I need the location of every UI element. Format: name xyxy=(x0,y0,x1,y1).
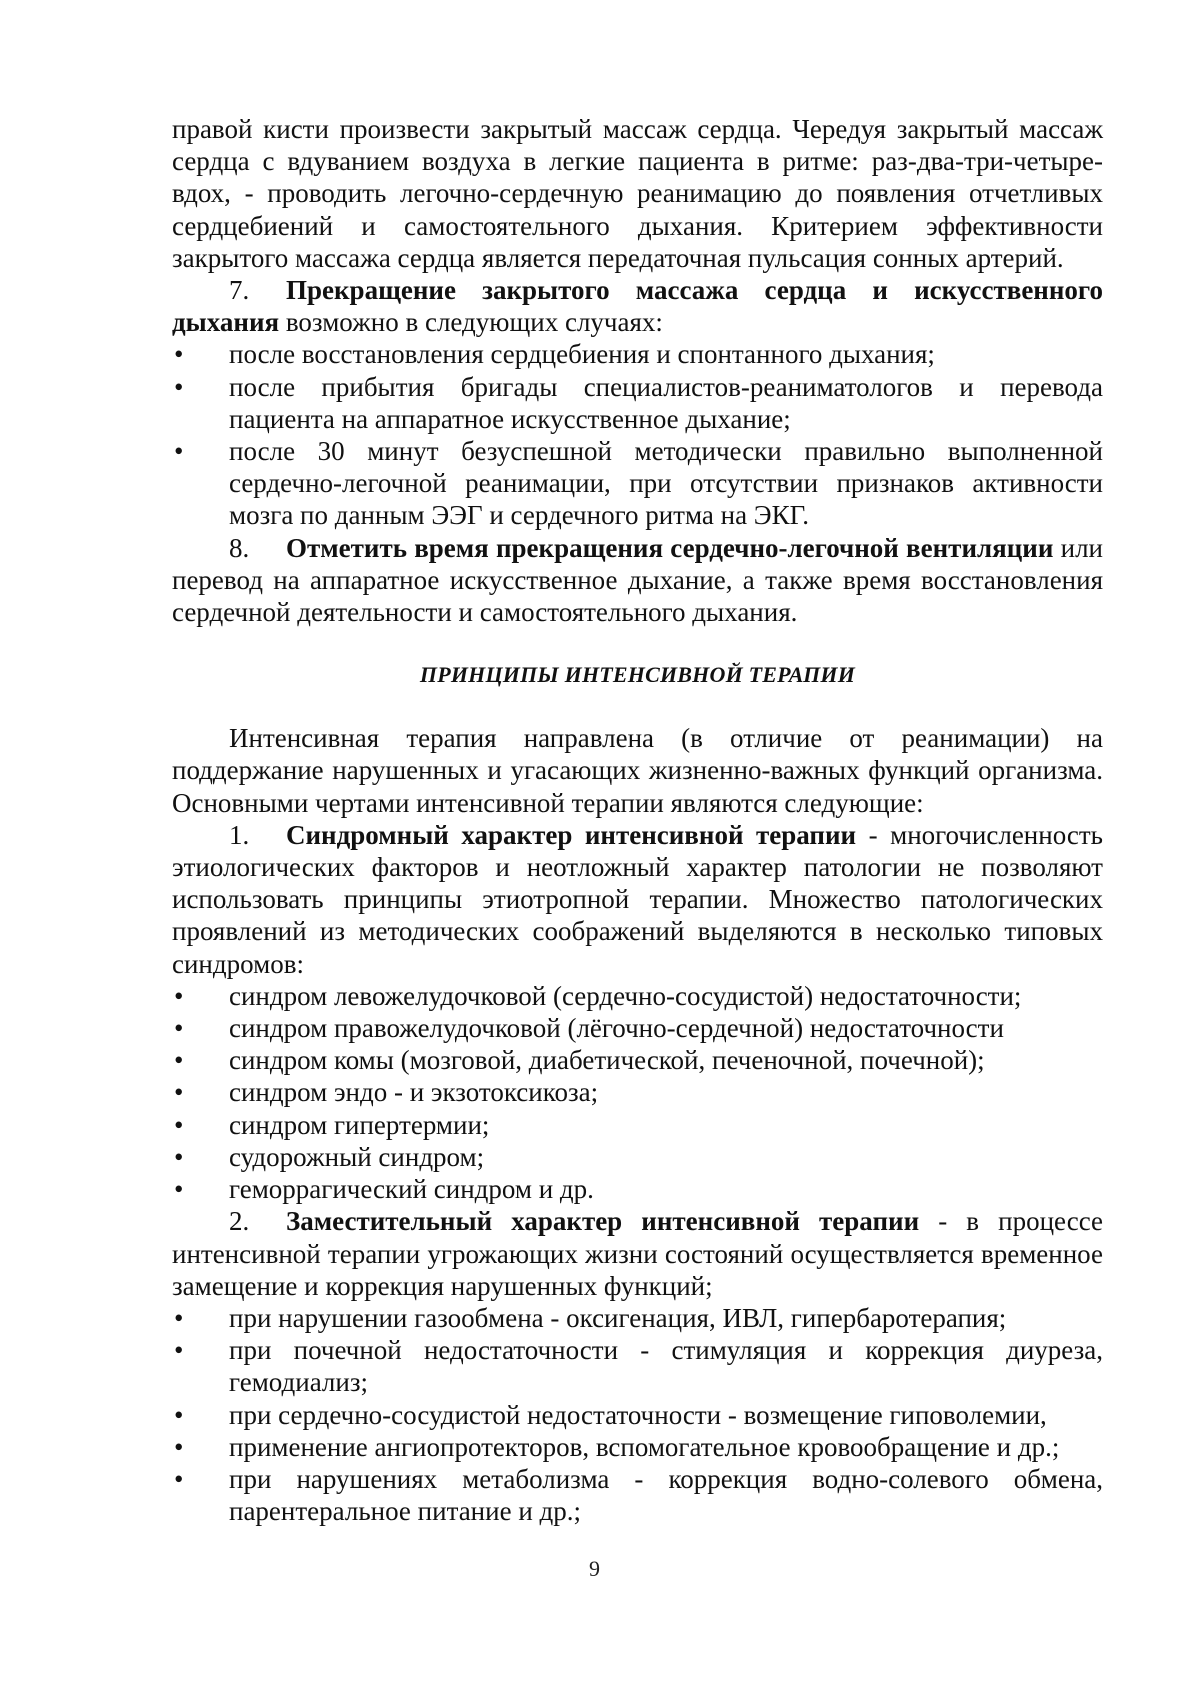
item-8-number: 8. xyxy=(229,532,250,563)
list-item: • геморрагический синдром и др. xyxy=(172,1173,1103,1205)
item-7-title: Прекращение закрытого массажа сердца и искусственного дыхания xyxy=(172,275,1103,338)
list-item: • судорожный синдром; xyxy=(172,1141,1103,1173)
item-2-title: Заместительный характер интенсивной терапии xyxy=(286,1206,920,1237)
item-8-text: или перевод на аппаратное искусственное дыхание, а также время восстановления сердечной деятельности и самостоятельного дыхания. xyxy=(172,532,1104,628)
item-7-number: 7. xyxy=(229,275,250,306)
item-1-bullet-list xyxy=(172,980,1103,1205)
list-item: • синдром гипертермии; xyxy=(172,1109,1103,1141)
list-item: • синдром комы (мозговой, диабетической, печеночной, почечной); xyxy=(172,1044,1103,1076)
list-item: • применение ангиопротекторов, вспомогательное кровообращение и др.; xyxy=(172,1431,1103,1463)
document-page xyxy=(172,113,1103,1527)
list-item: • при сердечно-сосудистой недостаточности - возмещение гиповолемии, xyxy=(172,1399,1103,1431)
list-item: • при почечной недостаточности - стимуляция и коррекция диуреза, гемодиализ; xyxy=(172,1334,1103,1398)
list-item: • синдром эндо - и экзотоксикоза; xyxy=(172,1076,1103,1108)
item-1-number: 1. xyxy=(229,819,250,850)
list-item: • после 30 минут безуспешной методически правильно выполненной сердечно-легочной реанимации, при отсутствии признаков активности мозга по данным ЭЭГ и сердечного ритма на ЭКГ. xyxy=(172,435,1103,532)
item-8 xyxy=(172,532,1103,629)
intro-paragraph: Интенсивная терапия направлена (в отличие от реанимации) на поддержание нарушенных и угасающих жизненно-важных функций организма. Основными чертами интенсивной терапии являются следующие: xyxy=(172,723,1103,818)
list-item: • при нарушениях метаболизма - коррекция водно-солевого обмена, парентеральное питание и др.; xyxy=(172,1463,1103,1527)
list-item: • после прибытия бригады специалистов-реаниматологов и перевода пациента на аппаратное искусственное дыхание; xyxy=(172,371,1103,435)
top-paragraph: правой кисти произвести закрытый массаж сердца. Чередуя закрытый массаж сердца с вдуванием воздуха в легкие пациента в ритме: раз-два-три-четыре-вдох, - проводить легочно-сердечную реанимацию до появления отчетливых сердцебиений и самостоятельного дыхания. Критерием эффективности закрытого массажа сердца является передаточная пульсация сонных артерий. xyxy=(172,114,1103,273)
item-1 xyxy=(172,819,1103,980)
item-8-title: Отметить время прекращения сердечно-легочной вентиляции xyxy=(286,532,1054,563)
item-2-bullet-list xyxy=(172,1302,1103,1527)
item-2-text: - в процессе интенсивной терапии угрожающих жизни состояний осуществляется временное замещение и коррекция нарушенных функций; xyxy=(172,1206,1103,1301)
list-item: • после восстановления сердцебиения и спонтанного дыхания; xyxy=(172,338,1103,370)
item-7-text: возможно в следующих случаях: xyxy=(279,307,663,338)
list-item: • при нарушении газообмена - оксигенация, ИВЛ, гипербаротерапия; xyxy=(172,1302,1103,1334)
item-7-bullet-list xyxy=(172,338,1103,531)
list-item: • синдром левожелудочковой (сердечно-сосудистой) недостаточности; xyxy=(172,980,1103,1012)
page-number: 9 xyxy=(589,1556,600,1581)
item-7 xyxy=(172,274,1103,338)
item-2 xyxy=(172,1205,1103,1302)
item-1-title: Синдромный характер интенсивной терапии xyxy=(286,819,857,850)
list-item: • синдром правожелудочковой (лёгочно-сердечной) недостаточности xyxy=(172,1012,1103,1044)
item-2-number: 2. xyxy=(229,1206,250,1237)
section-heading: ПРИНЦИПЫ ИНТЕНСИВНОЙ ТЕРАПИИ xyxy=(419,662,856,688)
item-1-text: - многочисленность этиологических факторов и неотложный характер патологии не позволяют использовать принципы этиотропной терапии. Множество патологических проявлений из методических соображений выделяются в несколько типовых синдромов: xyxy=(172,819,1103,979)
